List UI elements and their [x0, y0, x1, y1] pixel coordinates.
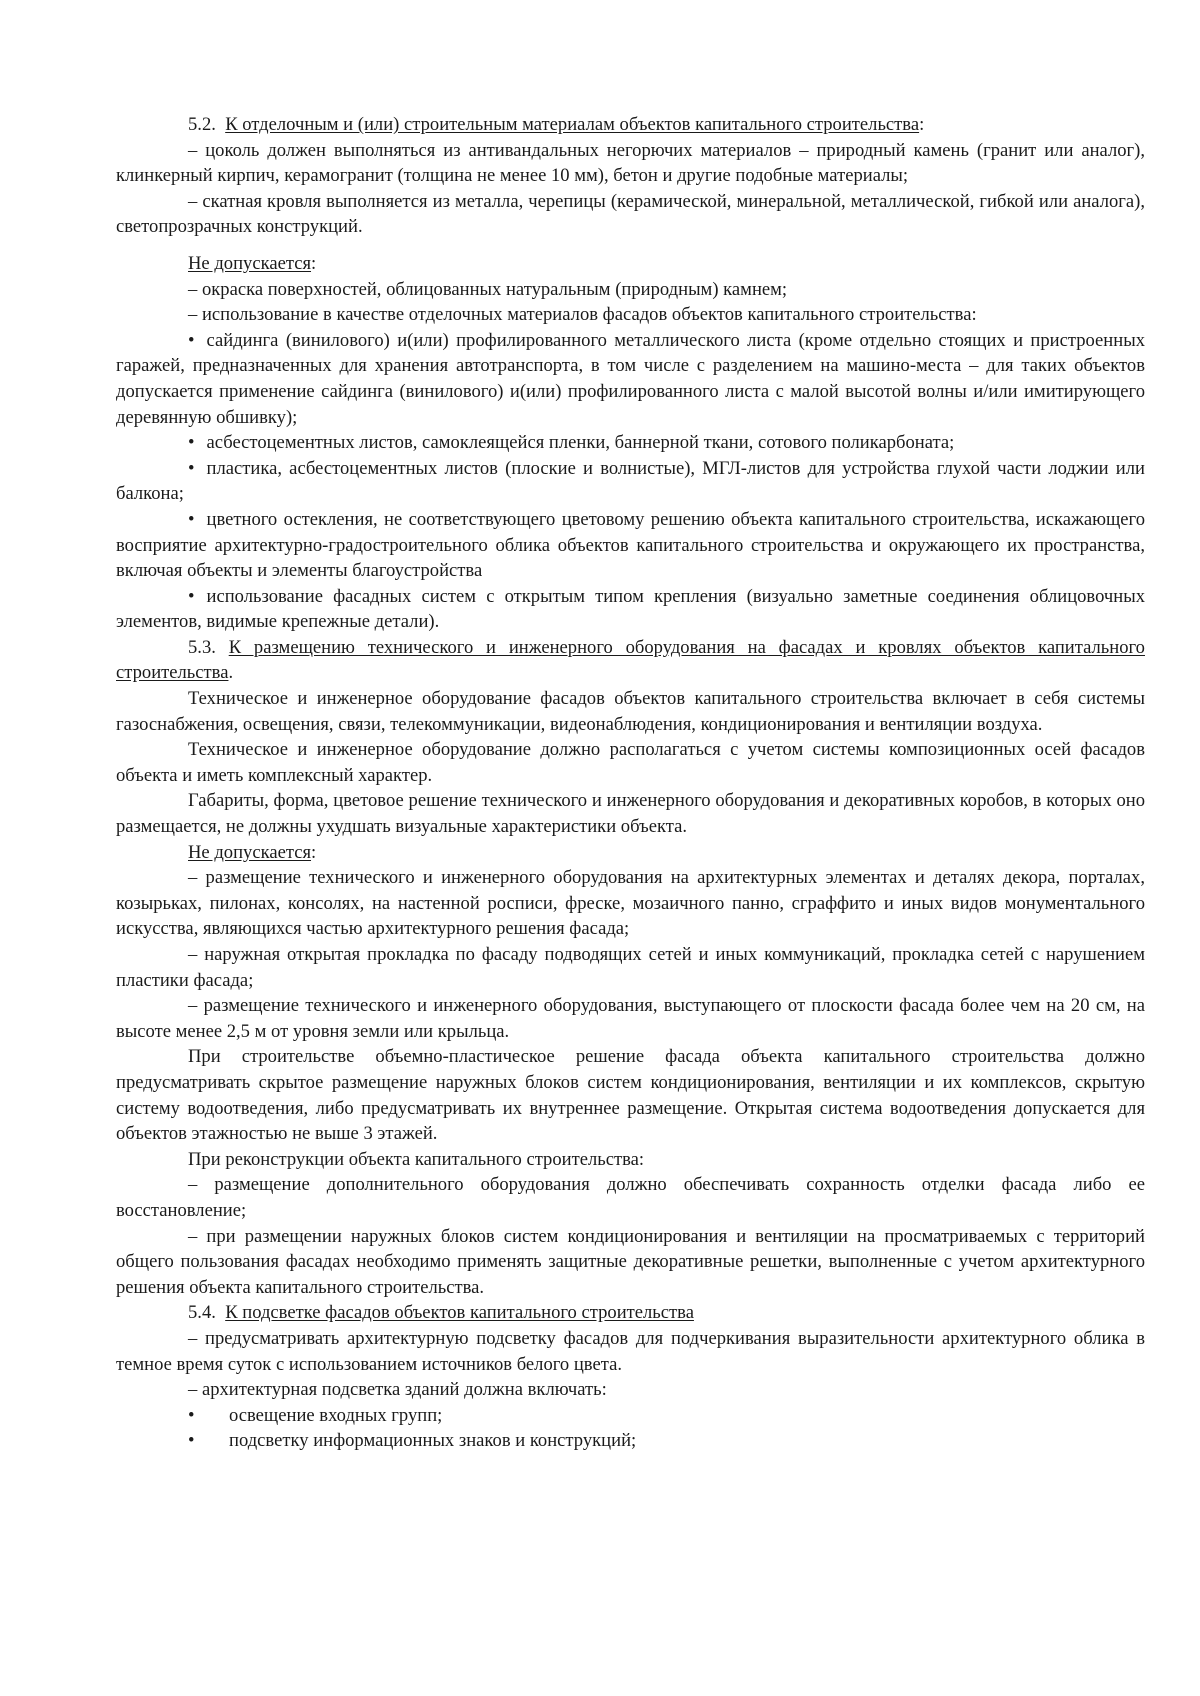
bullet-item: [116, 328, 1145, 430]
section-5-2-heading: [116, 112, 1145, 138]
bullet-item: [116, 430, 1145, 456]
colon: :: [919, 114, 925, 135]
paragraph: – цоколь должен выполняться из антивандальных негорючих материалов – природный камень (гранит или аналог), клинкерный кирпич, керамогранит (толщина не менее 10 мм), бетон и другие подобные материалы;: [116, 139, 1145, 187]
paragraph: – окраска поверхностей, облицованных натуральным (природным) камнем;: [188, 278, 788, 300]
bullet-text: цветного остекления, не соответствующего цветовому решению объекта капитального строительства, искажающего восприятие архитектурно-градостроительного облика объектов капитального строительства и окружающего их пространства, включая объекты и элементы благоустройства: [116, 508, 1145, 582]
section-number: 5.3.: [188, 636, 216, 658]
paragraph: – скатная кровля выполняется из металла, черепицы (керамической, минеральной, металлической, гибкой или аналога), светопрозрачных конструкций.: [116, 190, 1145, 238]
bullet-text: сайдинга (винилового) и(или) профилированного металлического листа (кроме отдельно стоящих и пристроенных гаражей, предназначенных для хранения автотранспорта, в том числе с разделением на машино-места – для таких объектов допускается применение сайдинга (винилового) и(или) профилированного листа с малой высотой волны и/или имитирующего деревянную обшивку);: [116, 329, 1145, 428]
paragraph: – размещение технического и инженерного оборудования, выступающего от плоскости фасада более чем на 20 см, на высоте менее 2,5 м от уровня земли или крыльца.: [116, 995, 1145, 1042]
paragraph: – архитектурная подсветка зданий должна включать:: [188, 1379, 607, 1401]
bullet-item: [116, 1403, 1145, 1429]
section-5-3-heading: [116, 635, 1145, 686]
paragraph: – использование в качестве отделочных материалов фасадов объектов капитального строительства:: [188, 304, 977, 326]
bullet-text: асбестоцементных листов, самоклеящейся пленки, баннерной ткани, сотового поликарбоната;: [206, 432, 955, 454]
section-title: К отделочным и (или) строительным материалам объектов капитального строительства: [225, 114, 920, 135]
bullet-text: использование фасадных систем с открытым типом крепления (визуально заметные соединения облицовочных элементов, видимые крепежные детали).: [116, 585, 1145, 633]
bullet-icon: •: [188, 1430, 195, 1452]
bullet-icon: •: [188, 508, 195, 530]
bullet-item: [116, 1428, 1145, 1454]
bullet-item: [116, 507, 1145, 584]
not-allowed-heading: [116, 840, 1145, 866]
section-title: К подсветке фасадов объектов капитального строительства: [225, 1302, 694, 1324]
section-5-4-heading: [116, 1300, 1145, 1326]
bullet-icon: •: [188, 329, 195, 351]
paragraph: Техническое и инженерное оборудование должно располагаться с учетом системы композиционных осей фасадов объекта и иметь комплексный характер.: [116, 739, 1145, 786]
bullet-icon: •: [188, 432, 195, 454]
bullet-text: освещение входных групп;: [229, 1404, 443, 1426]
paragraph: Габариты, форма, цветовое решение технического и инженерного оборудования и декоративных коробов, в которых оно размещается, не должны ухудшать визуальные характеристики объекта.: [116, 790, 1145, 838]
paragraph: Техническое и инженерное оборудование фасадов объектов капитального строительства включает в себя системы газоснабжения, освещения, связи, телекоммуникации, видеонаблюдения, кондиционирования и вентиляции воздуха.: [116, 688, 1145, 735]
colon: :: [311, 252, 317, 274]
paragraph: При реконструкции объекта капитального строительства:: [188, 1148, 645, 1170]
bullet-icon: •: [188, 457, 195, 479]
not-allowed-label: Не допускается: [188, 252, 312, 274]
section-number: 5.2.: [188, 114, 216, 135]
not-allowed-label: Не допускается: [188, 841, 312, 863]
section-number: 5.4.: [188, 1302, 216, 1324]
bullet-item: [116, 456, 1145, 507]
paragraph: – размещение технического и инженерного оборудования на архитектурных элементах и деталях декора, порталах, козырьках, пилонах, консолях, на настенной росписи, фреске, мозаичного панно, сграффито и иных видов монументального искусства, являющихся частью архитектурного решения фасада;: [116, 867, 1145, 940]
bullet-text: пластика, асбестоцементных листов (плоские и волнистые), МГЛ-листов для устройства глухой части лоджии или балкона;: [116, 457, 1145, 505]
section-title: К размещению технического и инженерного оборудования на фасадах и кровлях объектов капитального строительства: [116, 636, 1145, 684]
paragraph: – при размещении наружных блоков систем кондиционирования и вентиляции на просматриваемых с территорий общего пользования фасадах необходимо применять защитные декоративные решетки, выполненные с учетом архитектурного решения объекта капитального строительства.: [116, 1225, 1145, 1298]
paragraph: При строительстве объемно-пластическое решение фасада объекта капитального строительства должно предусматривать скрытое размещение наружных блоков систем кондиционирования, вентиляции и их комплексов, скрытую систему водоотведения, либо предусматривать их внутреннее размещение. Открытая система водоотведения допускается для объектов этажностью не выше 3 этажей.: [116, 1046, 1145, 1145]
bullet-icon: •: [188, 1404, 195, 1426]
bullet-icon: •: [188, 585, 195, 607]
colon: :: [311, 841, 317, 863]
period: .: [228, 662, 234, 684]
bullet-text: подсветку информационных знаков и конструкций;: [229, 1430, 637, 1452]
document-page: [116, 112, 1145, 1454]
not-allowed-heading: [116, 251, 1145, 277]
paragraph: – размещение дополнительного оборудования должно обеспечивать сохранность отделки фасада либо ее восстановление;: [116, 1174, 1145, 1221]
paragraph: – предусматривать архитектурную подсветку фасадов для подчеркивания выразительности архитектурного облика в темное время суток с использованием источников белого цвета.: [116, 1327, 1145, 1375]
bullet-item: [116, 584, 1145, 635]
paragraph: – наружная открытая прокладка по фасаду подводящих сетей и иных коммуникаций, прокладка сетей с нарушением пластики фасада;: [116, 944, 1145, 991]
